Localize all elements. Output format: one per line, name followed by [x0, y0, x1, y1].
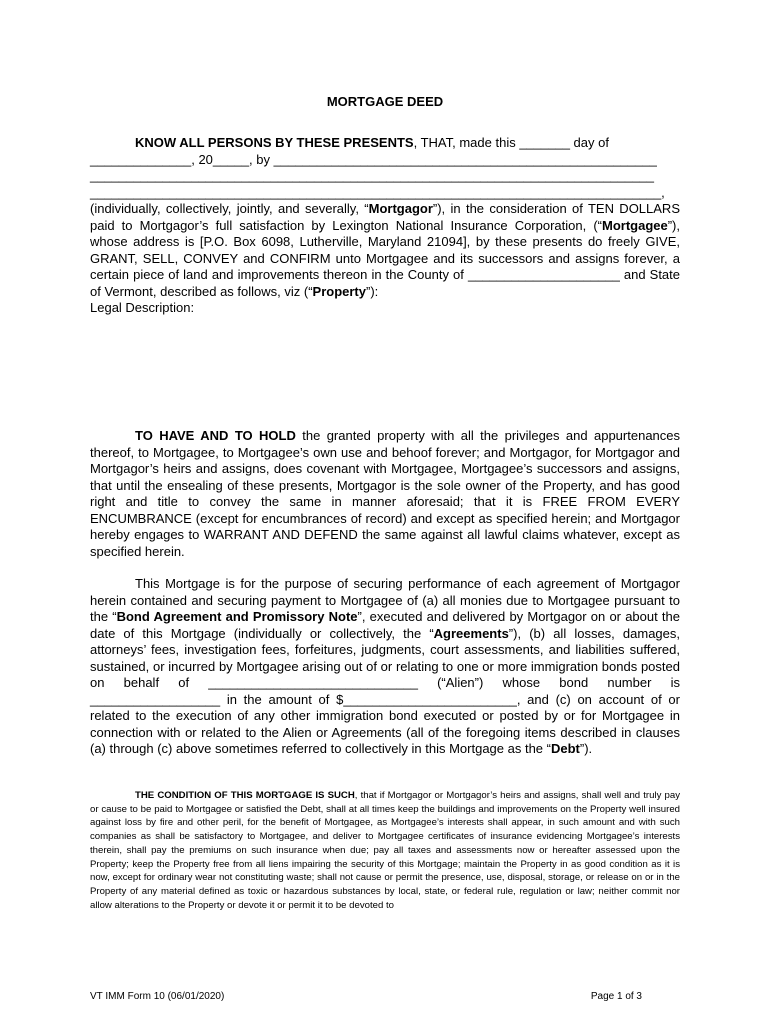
legal-description-label: Legal Description:	[90, 300, 195, 315]
mortgagor-term: Mortgagor	[368, 201, 433, 216]
paragraph-condition: THE CONDITION OF THIS MORTGAGE IS SUCH, that if Mortgagor or Mortgagor’s heirs and assigns, shall well and truly pay or cause to be paid to Mortgagee or satisfied the Debt, shall at all times keep the buildings and improvements on the Property well insured against loss by fire and other peril, for the benefit of Mortgagee, as Mortgagee’s interests shall appear, in such amount and with such companies as shall be satisfactory to Mortgagee, and deliver to Mortgagee certificates of insurance evidencing Mortgagee’s interests therein, shall pay the premiums on such insurance when due; pay all taxes and assessments now or hereafter assessed upon the Property; keep the Property free from all liens impairing the security of this Mortgage; maintain the Property in as good condition as it is now, except for ordinary wear not constituting waste; shall not cause or permit the presence, use, disposal, storage, or release on or in the Property of any material defined as toxic or hazardous substances by local, state, or federal rule, regulation or law; neither commit nor allow alterations to the Property or devote it or permit it to be devoted to	[90, 790, 680, 911]
page-title: MORTGAGE DEED	[326, 94, 444, 109]
mortgagee-term: Mortgagee	[601, 217, 668, 233]
paragraph-purpose: This Mortgage is for the purpose of securing performance of each agreement of Mortgagor herein contained and securing payment to Mortgagee of (a) all monies due to Mortgagee pursuant to the “Bond Agreement and Promissory Note”, executed and delivered by Mortgagor on or about the date of this Mortgage (individually or collectively, the “Agreements”), (b) all losses, damages, attorneys’ fees, investigation fees, forfeitures, judgments, court assessments, and liabilities suffered, sustained, or incurred by Mortgagee arising out of or relating to one or more immigration bonds posted on behalf of _____________________________ (“Alien”) whose bond number is __________________ in the amount of $________________________, and (c) on account of or related to the execution of any other immigration bond executed or posted by or for Mortgagee in connection with or related to the Alien or Agreements (all of the foregoing items described in clauses (a) through (c) above sometimes referred to collectively in this Mortgage as the “Debt”).	[90, 576, 680, 756]
form-number: VT IMM Form 10 (06/01/2020)	[90, 991, 225, 1002]
debt-term: Debt	[550, 741, 580, 756]
condition-heading: THE CONDITION OF THIS MORTGAGE IS SUCH	[135, 790, 355, 801]
paragraph-to-have-and-to-hold: TO HAVE AND TO HOLD the granted property with all the privileges and appurtenances thereof, to Mortgagee, to Mortgagee’s own use and behoof forever; and Mortgagor, for Mortgagor and Mortgagor’s heirs and assigns, does covenant with Mortgagee, Mortgagee’s successors and assigns, that until the ensealing of these presents, Mortgagor is the sole owner of the Property, and has good right and title to convey the same in manner aforesaid; that it is FREE FROM EVERY ENCUMBRANCE (except for encumbrances of record) and except as specified herein; and Mortgagor hereby engages to WARRANT AND DEFEND the same against all lawful claims whatever, except as specified herein.	[90, 428, 681, 559]
page-number: Page 1 of 3	[590, 991, 642, 1002]
party-blank-line-3: _______________________________________________________________________________,	[90, 184, 665, 200]
to-have-and-to-hold-heading: TO HAVE AND TO HOLD	[135, 428, 296, 443]
bond-agreement-term: Bond Agreement and Promissory Note	[116, 609, 358, 624]
date-and-party-blank: ______________, 20_____, by _____________________________________________________	[90, 151, 657, 167]
party-blank-line-2: ______________________________________________________________________________	[90, 168, 654, 183]
paragraph-parties: KNOW ALL PERSONS BY THESE PRESENTS, THAT, made this _______ day of ______________, 20_____, by _____________________________________________________ ______________________________________________________________________________ _______________________________________________________________________________, (individually, collectively, jointly, and severally, “Mortgagor”), in the consideration of TEN DOLLARS paid to Mortgagor’s full satisfaction by Lexington National Insurance Corporation, (“Mortgagee”), whose address is [P.O. Box 6098, Lutherville, Maryland 21094], by these presents do freely GIVE, GRANT, SELL, CONVEY and CONFIRM unto Mortgagee and its successors and assigns forever, a certain piece of land and improvements thereon in the County of _____________________ and State of Vermont, described as follows, viz (“Property”): Legal Description:	[90, 135, 680, 315]
property-term: Property	[312, 283, 366, 299]
opening-line: KNOW ALL PERSONS BY THESE PRESENTS, THAT, made this _______ day of	[135, 135, 609, 150]
agreements-term: Agreements	[433, 625, 509, 641]
know-all-persons-heading: KNOW ALL PERSONS BY THESE PRESENTS	[135, 135, 414, 150]
